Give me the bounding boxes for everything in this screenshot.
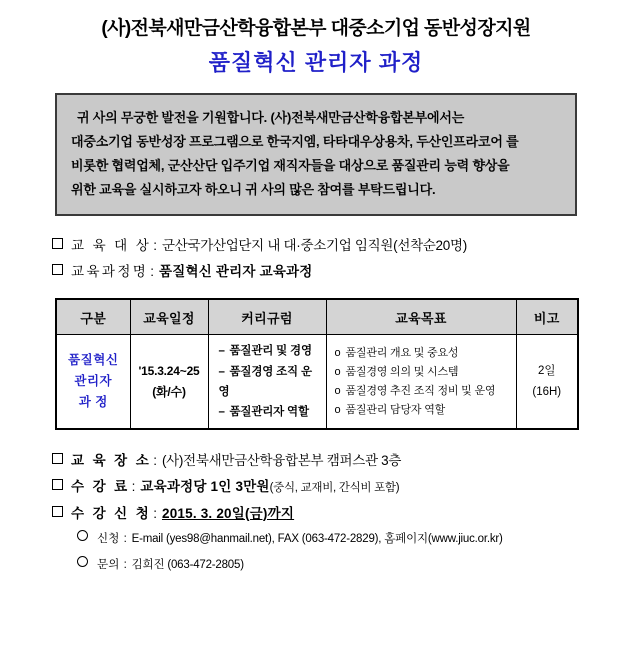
circle-bullet-icon — [77, 556, 88, 567]
info-label: 수 강 료 — [71, 479, 130, 495]
table-header-cell: 구분 — [56, 299, 130, 335]
goal-text: 품질관리 개요 및 중요성 — [345, 346, 459, 359]
course-table — [55, 298, 579, 430]
checkbox-square-icon — [52, 506, 63, 517]
checkbox-square-icon — [52, 453, 63, 464]
info-separator: : — [153, 452, 157, 468]
intro-line: 대중소기업 동반성장 프로그램으로 한국지엠, 타타대우상용차, 두산인프라코어 를 — [71, 133, 519, 149]
goal-item — [335, 363, 512, 382]
contact-label: 문의 — [97, 558, 120, 571]
info-list-top — [52, 233, 632, 286]
curriculum-item — [219, 341, 322, 361]
cell-curriculum — [208, 335, 326, 429]
contact-row-apply — [77, 527, 632, 553]
info-value: 2015. 3. 20일(금)까지 — [161, 505, 295, 521]
table-header-row — [56, 299, 578, 335]
intro-line: 비롯한 협력업체, 군산산단 입주기업 재직자들을 대상으로 품질관리 능력 향상을 — [71, 157, 510, 173]
table-header-cell: 교육일정 — [130, 299, 208, 335]
info-separator: : — [131, 479, 136, 495]
circle-bullet-icon: o — [334, 346, 341, 359]
dash-icon: – — [218, 405, 225, 418]
info-value: 품질혁신 관리자 교육과정 — [158, 264, 313, 280]
page-title-sub: 품질혁신 관리자 과정 — [208, 49, 424, 75]
note-line: (16H) — [532, 385, 562, 398]
info-row-target — [52, 233, 632, 259]
cell-schedule — [130, 335, 208, 429]
circle-bullet-icon — [77, 530, 88, 541]
info-row-deadline — [52, 501, 632, 527]
curriculum-text: 품질관리 및 경영 — [229, 345, 312, 358]
info-label: 교육과정명 — [71, 264, 149, 280]
intro-line: 귀 사의 무궁한 발전을 기원합니다. (사)전북새만금산학융합본부에서는 — [77, 109, 465, 125]
curriculum-text: 품질경영 조직 운영 — [218, 365, 312, 398]
checkbox-square-icon — [52, 479, 63, 490]
course-name-line: 품질혁신 — [68, 352, 119, 367]
circle-bullet-icon: o — [334, 384, 341, 397]
cell-course-name — [56, 335, 130, 429]
goal-text: 품질경영 추진 조직 정비 및 운영 — [345, 384, 496, 397]
info-separator: : — [150, 264, 154, 280]
info-row-course-name — [52, 259, 632, 285]
circle-bullet-icon: o — [334, 365, 341, 378]
info-value-suffix: (중식, 교재비, 간식비 포함) — [269, 482, 400, 495]
dash-icon: – — [218, 365, 225, 378]
document-header — [0, 0, 632, 79]
goal-item — [335, 401, 512, 420]
table-header-cell: 비고 — [516, 299, 578, 335]
page-title-main: (사)전북새만금산학융합본부 대중소기업 동반성장지원 — [101, 18, 531, 39]
info-label: 교 육 대 상 — [71, 237, 152, 253]
info-list-bottom — [52, 448, 632, 579]
contact-value: 김희진 (063-472-2805) — [131, 558, 244, 571]
dash-icon: – — [218, 345, 225, 358]
intro-box — [55, 93, 577, 216]
info-value: 군산국가산업단지 내 대·중소기업 임직원(선착순20명) — [161, 237, 467, 253]
goal-item — [335, 382, 512, 401]
note-line: 2일 — [537, 365, 556, 378]
info-row-fee — [52, 474, 632, 500]
goal-item — [335, 344, 512, 363]
info-label: 수 강 신 청 — [71, 505, 152, 521]
info-label: 교 육 장 소 — [71, 452, 152, 468]
table-row — [56, 335, 578, 429]
info-separator: : — [153, 237, 157, 253]
schedule-line: (화/수) — [152, 384, 186, 399]
info-separator: : — [153, 505, 157, 521]
curriculum-item — [219, 362, 322, 402]
contact-row-inquiry — [77, 553, 632, 579]
table-header-cell: 교육목표 — [326, 299, 516, 335]
course-name-line: 관리자 — [74, 374, 113, 389]
curriculum-text: 품질관리자 역할 — [229, 405, 309, 418]
table-header-cell: 커리규럼 — [208, 299, 326, 335]
info-value: 교육과정당 1인 3만원 — [140, 479, 270, 495]
course-table-wrapper — [55, 298, 577, 430]
contact-separator: : — [123, 532, 127, 545]
cell-note — [516, 335, 578, 429]
goal-text: 품질경영 의의 및 시스템 — [345, 365, 459, 378]
cell-goals — [326, 335, 516, 429]
checkbox-square-icon — [52, 264, 63, 275]
intro-line: 위한 교육을 실시하고자 하오니 귀 사의 많은 참여를 부탁드립니다. — [71, 181, 436, 197]
circle-bullet-icon: o — [334, 403, 341, 416]
curriculum-item — [219, 402, 322, 422]
info-row-location — [52, 448, 632, 474]
schedule-line: '15.3.24~25 — [138, 364, 200, 379]
contact-value: E-mail (yes98@hanmail.net), FAX (063-472-2829), 홈페이지(www.jiuc.or.kr) — [131, 532, 503, 545]
contact-label: 신청 — [97, 532, 120, 545]
checkbox-square-icon — [52, 238, 63, 249]
contact-separator: : — [123, 558, 127, 571]
course-name-line: 과 정 — [78, 395, 108, 410]
info-value: (사)전북새만금산학융합본부 캠퍼스관 3층 — [161, 452, 402, 468]
goal-text: 품질관리 담당자 역할 — [345, 403, 446, 416]
